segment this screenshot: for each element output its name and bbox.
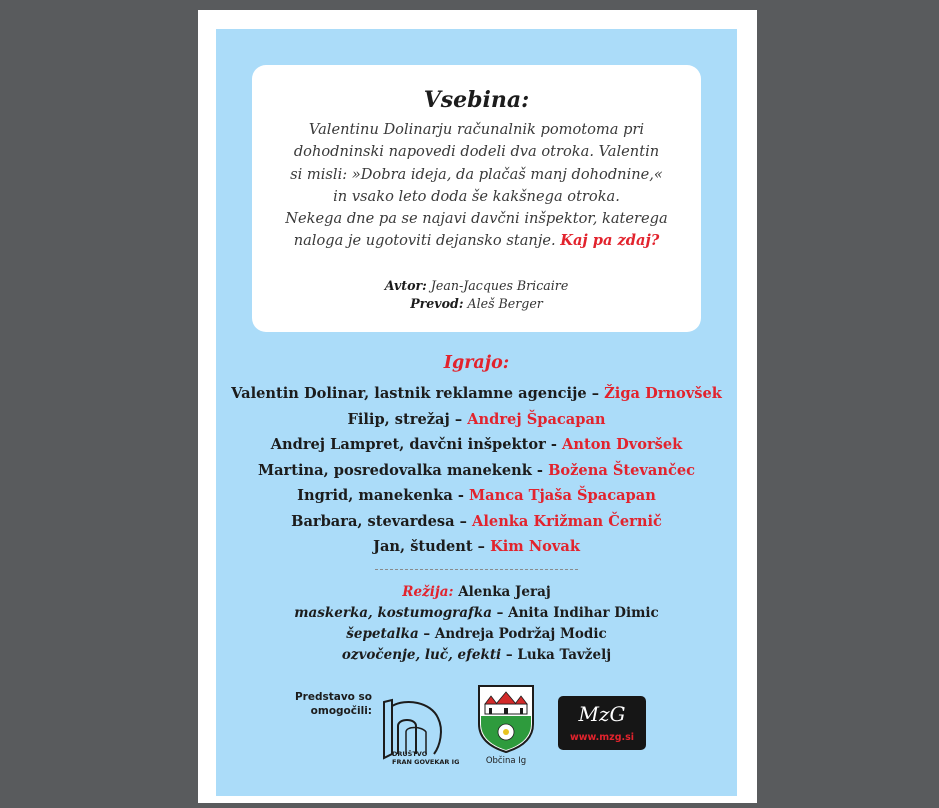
cast-actor: Anton Dvoršek <box>562 436 683 453</box>
cast-actor: Kim Novak <box>490 538 580 555</box>
sponsors-label: Predstavo so omogočili: <box>294 691 372 717</box>
crew-row-prompter <box>216 624 737 645</box>
cast-row <box>216 458 737 484</box>
author-name: Jean-Jacques Bricaire <box>430 277 569 293</box>
crew-row-sound <box>216 645 737 666</box>
ig-coat-of-arms-icon <box>477 684 535 754</box>
crew-credits <box>216 582 737 666</box>
synopsis-last-line: naloga je ugotoviti dejansko stanje. <box>293 232 556 250</box>
cast-actor: Božena Števančec <box>548 461 696 479</box>
author-credits <box>252 277 701 313</box>
mzg-url: www.mzg.si <box>569 732 635 743</box>
cast-actor: Alenka Križman Černič <box>472 512 662 530</box>
cast-role: Andrej Lampret, davčni inšpektor - <box>270 436 563 453</box>
synopsis-title: Vsebina: <box>423 87 530 113</box>
cast-role: Martina, posredovalka manekenk - <box>257 461 549 479</box>
crest-caption: Občina Ig <box>485 756 527 766</box>
cast-actor: Manca Tjaša Špacapan <box>469 487 656 504</box>
cast-row <box>216 432 737 458</box>
cast-role: Valentin Dolinar, lastnik reklamne agencije – <box>231 385 605 402</box>
cast-role: Filip, strežaj – <box>347 410 468 428</box>
makeup-name: – Anita Indihar Dimic <box>496 605 659 621</box>
cast-row <box>216 483 737 509</box>
makeup-label: maskerka, kostumografka <box>294 605 492 621</box>
cast-role: Ingrid, manekenka - <box>297 487 469 504</box>
cast-actor: Žiga Drnovšek <box>604 385 722 402</box>
translator-name: Aleš Berger <box>467 295 543 311</box>
synopsis-line: dohodninski napovedi dodeli dva otroka. Valentin <box>293 143 660 161</box>
synopsis-line: si misli: »Dobra ideja, da plačaš manj dohodnine,« <box>290 165 663 183</box>
synopsis-highlight: Kaj pa zdaj? <box>560 232 660 250</box>
cast-role: Barbara, stevardesa – <box>291 512 473 530</box>
section-divider <box>375 569 578 570</box>
director-label: Režija: <box>402 584 454 600</box>
cast-row <box>216 381 737 407</box>
sound-label: ozvočenje, luč, efekti <box>341 647 502 663</box>
synopsis-line: Nekega dne pa se najavi davčni inšpektor, katerega <box>285 210 668 228</box>
mzg-logo <box>558 696 646 750</box>
synopsis-card <box>252 65 701 332</box>
cast-row <box>216 534 737 560</box>
director-name: Alenka Jeraj <box>458 584 551 600</box>
cast-row <box>216 509 737 535</box>
mzg-logo-mark: MzG <box>578 702 626 726</box>
sound-name: – Luka Tavželj <box>505 647 612 663</box>
synopsis-line <box>270 230 683 252</box>
crew-row-makeup <box>216 603 737 624</box>
synopsis-line: Valentinu Dolinarju računalnik pomotoma pri <box>308 121 645 138</box>
document-page <box>198 10 757 803</box>
drustvo-logo-text: DRUŠTVO FRAN GOVEKAR IG <box>392 750 460 766</box>
cast-actor: Andrej Špacapan <box>467 410 606 428</box>
crew-row-director <box>216 582 737 603</box>
translator-label: Prevod: <box>410 295 464 311</box>
synopsis-text <box>270 119 683 253</box>
prompter-name: – Andreja Podržaj Modic <box>423 626 607 642</box>
synopsis-line: in vsako leto doda še kakšnega otroka. <box>333 187 620 205</box>
cast-row <box>216 407 737 433</box>
author-label: Avtor: <box>384 277 427 293</box>
cast-role: Jan, študent – <box>373 538 491 555</box>
cast-title: Igrajo: <box>443 353 510 373</box>
cast-list <box>216 381 737 560</box>
prompter-label: šepetalka <box>346 626 419 642</box>
poster-panel <box>216 29 737 796</box>
